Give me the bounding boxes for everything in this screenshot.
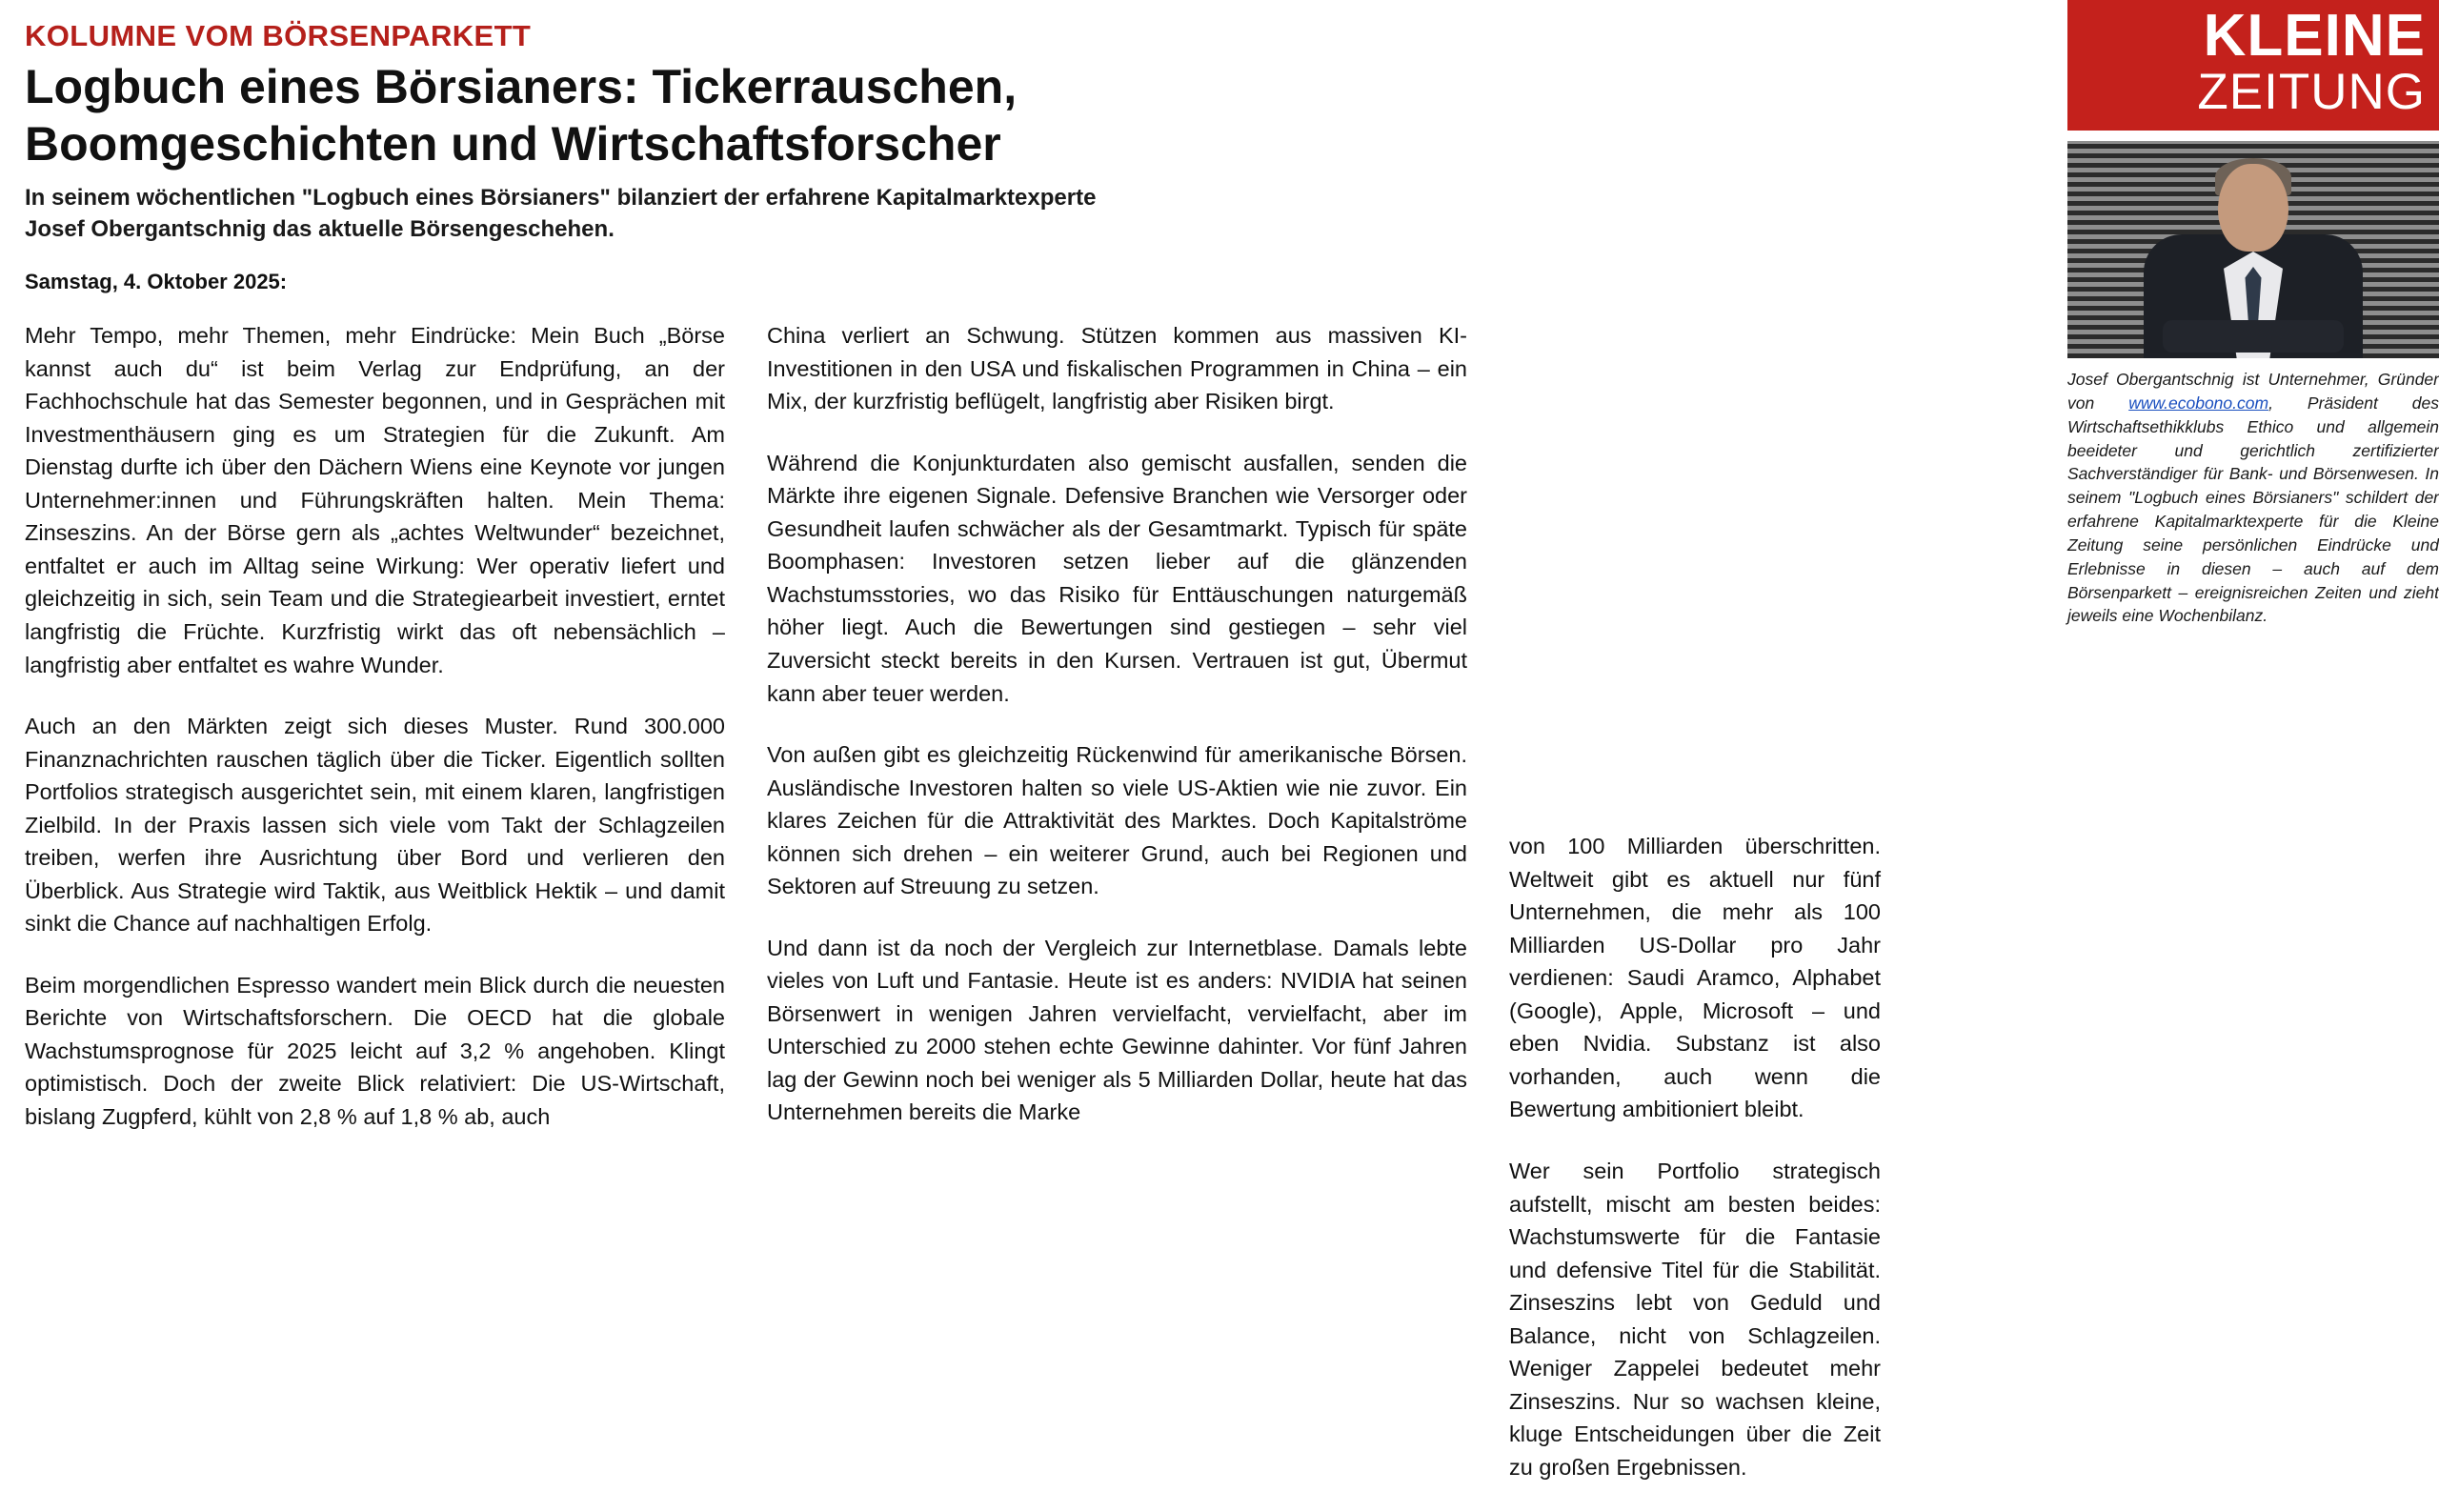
kleine-zeitung-logo (2067, 0, 2439, 131)
article-dateline: Samstag, 4. Oktober 2025: (25, 270, 288, 294)
article-body (25, 319, 2414, 1512)
paragraph: Auch an den Märkten zeigt sich dieses Muster. Rund 300.000 Finanznachrichten rauschen täglich über die Ticker. Eigentlich sollten Portfolios strategisch ausgerichtet sein, mit einem klaren, langfristigen Zielbild. In der Praxis lassen sich viele vom Takt der Schlagzeilen treiben, werfen ihre Ausrichtung über Bord und verlieren den Überblick. Aus Strategie wird Taktik, aus Weitblick Hektik – und damit sinkt die Chance auf nachhaltigen Erfolg. (25, 714, 725, 937)
photo-head-shape (2218, 164, 2288, 252)
paragraph: von 100 Milliarden überschritten. Weltweit gibt es aktuell nur fünf Unternehmen, die mehr als 100 Milliarden US-Dollar pro Jahr verdienen: Saudi Aramco, Alphabet (Google), Apple, Microsoft – und eben Nvidia. Substanz ist also vorhanden, auch wenn die Bewertung ambitioniert bleibt. (1509, 834, 1881, 1122)
article-kicker: KOLUMNE VOM BÖRSENPARKETT (25, 19, 532, 52)
paragraph: Von außen gibt es gleichzeitig Rückenwind für amerikanische Börsen. Ausländische Investoren halten so viele US-Aktien wie nie zuvor. Ein klares Zeichen für die Attraktivität des Marktes. Doch Kapitalströme können sich drehen – ein weiterer Grund, auch bei Regionen und Sektoren auf Streuung zu setzen. (767, 742, 1467, 899)
body-column-3 (1509, 319, 1881, 1512)
paragraph: Und dann ist da noch der Vergleich zur Internetblase. Damals lebte vieles von Luft und Fantasie. Heute ist es anders: NVIDIA hat seinen Börsenwert in wenigen Jahren vervielfacht, vervielfacht, aber im Unterschied zu 2000 stehen echte Gewinne dahinter. Vor fünf Jahren lag der Gewinn noch bei weniger als 5 Milliarden Dollar, heute hat das Unternehmen bereits die Marke (767, 935, 1467, 1125)
logo-line-1: KLEINE (2203, 3, 2426, 69)
paragraph: Mehr Tempo, mehr Themen, mehr Eindrücke: Mein Buch „Börse kannst auch du“ ist beim Verlag zur Endprüfung, an der Fachhochschule hat das Semester begonnen, und in Gesprächen mit Investmenthäusern ging es um Strategien für die Zukunft. Am Dienstag durfte ich über den Dächern Wiens eine Keynote vor jungen Unternehmer:innen und Führungskräften halten. Mein Thema: Zinseszins. An der Börse gern als „achtes Weltwunder“ bezeichnet, entfaltet er auch im Alltag seine Wirkung: Wer operativ liefert und gleichzeitig in sich, sein Team und die Strategiearbeit investiert, erntet langfristig die Früchte. Kurzfristig wirkt das oft nebensächlich – langfristig aber entfaltet es wahre Wunder. (25, 323, 725, 677)
caption-text-after-link: , Präsident des Wirtschaftsethikklubs Ethico und allgemein beeideter und gerichtlich zertifizierter Sachverständiger für Bank- und Börsenwesen. In seinem "Logbuch eines Börsianers" schildert der erfahrene Kapitalmarktexperte für die Kleine Zeitung seine persönlichen Eindrücke und Erlebnisse in diesen – auch auf dem Börsenparkett – ereignisreichen Zeiten und zieht jeweils eine Wochenbilanz. (2067, 393, 2439, 626)
caption-text-before-link: Josef Obergantschnig ist Unternehmer, Gründer von (2067, 370, 2439, 413)
article-header (25, 19, 2414, 294)
paragraph: Beim morgendlichen Espresso wandert mein Blick durch die neuesten Berichte von Wirtschaftsforschern. Die OECD hat die globale Wachstumsprognose für 2025 leicht auf 3,2 % angehoben. Klingt optimistisch. Doch der zweite Blick relativiert: Die US-Wirtschaft, bislang Zugpferd, kühlt von 2,8 % auf 1,8 % ab, auch (25, 972, 725, 1129)
logo-line-2: ZEITUNG (2197, 64, 2426, 121)
body-column-1 (25, 319, 725, 1512)
body-column-2 (767, 319, 1467, 1512)
page-title: Logbuch eines Börsianers: Tickerrauschen, Boomgeschichten und Wirtschaftsforscher (25, 60, 1018, 171)
paragraph: China verliert an Schwung. Stützen kommen aus massiven KI-Investitionen in den USA und fiskalischen Programmen in China – ein Mix, der kurzfristig beflügelt, langfristig aber Risiken birgt. (767, 323, 1467, 414)
ecobono-link[interactable]: www.ecobono.com (2128, 393, 2269, 413)
article-standfirst: In seinem wöchentlichen "Logbuch eines Börsianers" bilanziert der erfahrene Kapitalmarktexperte Josef Obergantschnig das aktuelle Börsengeschehen. (25, 185, 1097, 243)
paragraph: Wer sein Portfolio strategisch aufstellt, mischt am besten beides: Wachstumswerte für die Fantasie und defensive Titel für die Stabilität. Zinseszins lebt von Geduld und Balance, nicht von Schlagzeilen. Weniger Zappelei bedeutet mehr Zinseszins. Nur so wachsen kleine, kluge Entscheidungen über die Zeit zu großen Ergebnissen. (1509, 1159, 1881, 1480)
paragraph: Während die Konjunkturdaten also gemischt ausfallen, senden die Märkte ihre eigenen Signale. Defensive Branchen wie Versorger oder Gesundheit laufen schwächer als der Gesamtmarkt. Typisch für späte Boomphasen: Investoren setzen lieber auf die glänzenden Wachstumsstories, wo das Risiko für Enttäuschungen naturgemäß höher liegt. Auch die Bewertungen sind gestiegen – sehr viel Zuversicht steckt bereits in den Kursen. Vertrauen ist gut, Übermut kann aber teuer werden. (767, 450, 1467, 706)
